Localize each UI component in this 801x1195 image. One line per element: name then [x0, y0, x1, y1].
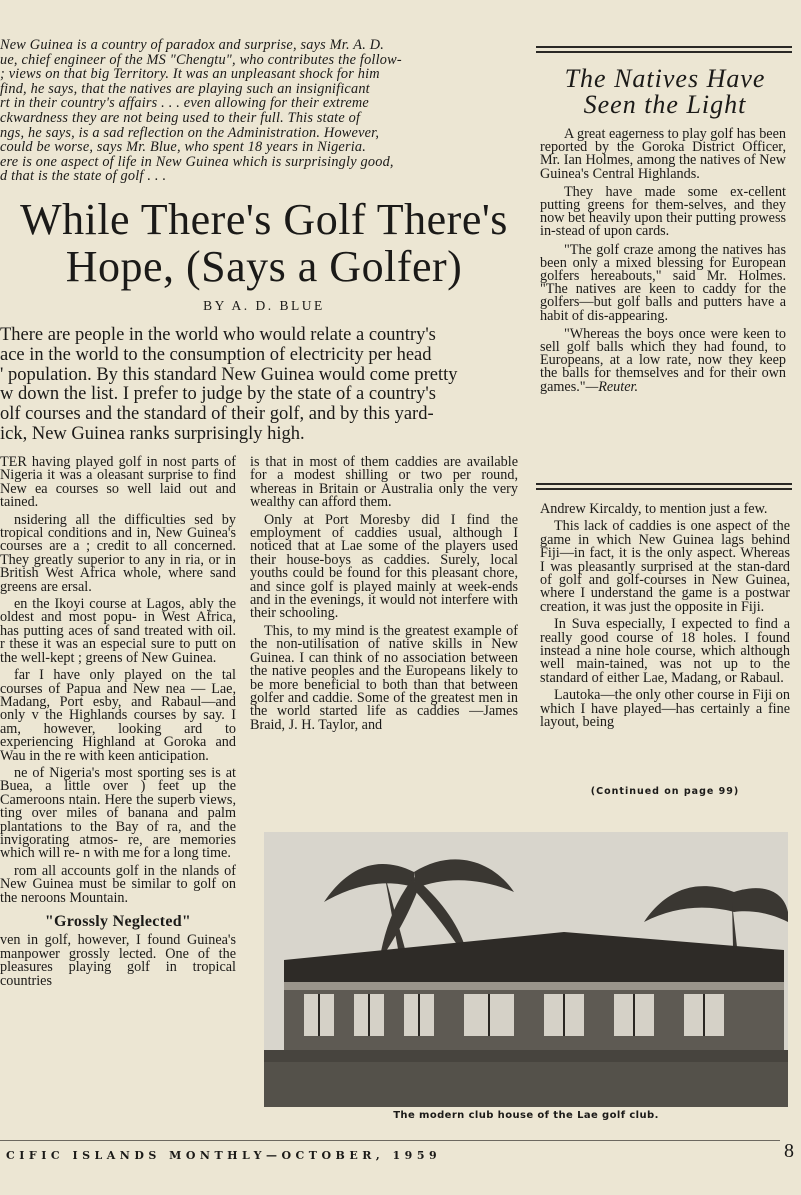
column-1-paragraph: rom all accounts golf in the nlands of New Guinea must be similar to golf on the neroons Mountain.: [0, 862, 236, 906]
box-top-rule: [536, 51, 792, 53]
column-3-paragraph: Lautoka—the only other course in Fiji on which I have played—has certainly a fine layout, being: [540, 687, 790, 731]
byline: BY A. D. BLUE: [203, 298, 325, 313]
box-top-rule: [536, 46, 792, 48]
column-1-paragraph: ne of Nigeria's most sporting ses is at Buea, a little over ) feet up the Cameroons ntain. Here the superb views, ting over miles of banana and palm plantations to the Bay of ra, and the invigorating atmos- re, are memories which will re- n with me for a long time.: [0, 764, 236, 862]
column-1-paragraph: nsidering all the difficulties sed by tropical conditions and in, New Guinea's courses are a ; credit to all concerned. They greatly superior to any in ria, or in British West Africa whole, where sand greens are ersal.: [0, 511, 236, 595]
column-1-paragraph: far I have only played on the tal courses of Papua and New nea — Lae, Madang, Port esby, and Rabaul—and only v the Highlands courses by say. I am, however, looking ard to experiencing Highland at Goroka and Wau in the re with keen anticipation.: [0, 667, 236, 764]
column-1: [0, 456, 236, 992]
headline: While There's Golf There's Hope, (Says a Golfer): [20, 195, 508, 291]
column-3: [540, 503, 790, 734]
column-1-paragraph: en the Ikoyi course at Lagos, ably the oldest and most popu- in West Africa, has putting aces of sand treated with oil. r these it was an especial sure to putt on the well-kept ; greens of New Guinea.: [0, 596, 236, 666]
column-3-paragraph: In Suva especially, I expected to find a really good course of 18 holes. I found instead a nine hole course, which although well main-tained, was not up to the standard of either Lae, Madang, or Rabaul.: [540, 616, 790, 686]
clubhouse-illustration: [264, 832, 788, 1107]
box-paragraph-text: "Whereas the boys once were keen to sell golf balls which they had found, to Europeans, at a low rate, now they keep the balls for themselves and for their own games.": [540, 325, 786, 395]
lead-paragraph: There are people in the world who would relate a country's ace in the world to the consumption of electricity per head ' population. By this standard New Guinea would come pretty w down the list. I prefer to judge by the state of a country's olf courses and the standard of their golf, and by this yard- ick, New Guinea ranks surprisingly high.: [0, 325, 458, 444]
box-paragraph: They have made some ex-cellent putting greens for them-selves, and they now bet heavily upon their putting prowess in-stead of upon cards.: [540, 183, 786, 240]
footer-masthead: CIFIC ISLANDS MONTHLY—OCTOBER, 1959: [6, 1149, 442, 1162]
clubhouse-photo: [264, 832, 788, 1107]
column-2-paragraph: This, to my mind is the greatest example of the non-utilisation of native skills in New Guinea. I can think of no association between the native peoples and the Europeans likely to be more beneficial to both than that between golfer and caddie. Some of the greatest men in the world started life as caddies —James Braid, J. H. Taylor, and: [250, 622, 518, 733]
box-paragraph: [540, 325, 786, 395]
box-paragraph: "The golf craze among the natives has been only a mixed blessing for European golfers hereabouts," said Mr. Holmes. "The natives are keen to caddy for the golfers—but golf balls and putters have a habit of dis-appearing.: [540, 241, 786, 324]
column-2-paragraph: Only at Port Moresby did I find the employment of caddies usual, although I noticed that at Lae some of the players used their house-boys as caddies. Surely, local youths could be found for this pleasant chore, and since golf is played mainly at week-ends and in the evenings, it would not interfere with their schooling.: [250, 511, 518, 622]
column-3-paragraph: Andrew Kircaldy, to mention just a few.: [540, 501, 768, 517]
column-1-paragraph: TER having played golf in nost parts of Nigeria it was a oleasant surprise to find New ea courses so well laid out and tained.: [0, 454, 236, 511]
box-bottom-rule: [536, 483, 792, 485]
box-body: [540, 128, 786, 399]
continued-note: (Continued on page 99): [590, 786, 740, 797]
box-title: The Natives Have Seen the Light: [564, 64, 766, 119]
box-source: —Reuter.: [585, 378, 638, 395]
page-number: 8: [784, 1140, 794, 1162]
photo-caption: The modern club house of the Lae golf club.: [393, 1110, 659, 1121]
footer-rule: [0, 1140, 780, 1141]
column-1-paragraph: ven in golf, however, I found Guinea's manpower grossly lected. One of the pleasures playing golf in tropical countries: [0, 932, 236, 989]
column-2: [250, 456, 518, 736]
box-paragraph: A great eagerness to play golf has been reported by the Goroka District Officer, Mr. Ian Holmes, among the natives of New Guinea's Central Highlands.: [540, 126, 786, 182]
subhead-grossly-neglected: "Grossly Neglected": [44, 913, 192, 930]
box-bottom-rule: [536, 488, 792, 490]
column-3-paragraph: This lack of caddies is one aspect of the game in which New Guinea lags behind Fiji—in fact, it is the only aspect. Whereas I was pleasantly surprised at the stan-dard of golf and golf-courses in New Guinea, where I understand the game is a postwar creation, it was just the opposite in Fiji.: [540, 518, 790, 615]
intro-paragraph: New Guinea is a country of paradox and surprise, says Mr. A. D. ue, chief engineer of the MS "Chengtu", who contributes the follow- ; views on that big Territory. It was an unpleasant shock for him find, he says, that the natives are playing such an insignificant rt in their country's affairs . . . even allowing for their extreme ckwardness they are not being used to their full. This state of ngs, he says, is a sad reflection on the Administration. However, could be worse, says Mr. Blue, who spent 18 years in Nigeria. ere is one aspect of life in New Guinea which is surprisingly good, d that is the state of golf . . .: [0, 37, 402, 185]
column-2-paragraph: is that in most of them caddies are available for a modest shilling or two per round, whereas in Britain or Australia only the very wealthy can afford them.: [250, 454, 518, 511]
